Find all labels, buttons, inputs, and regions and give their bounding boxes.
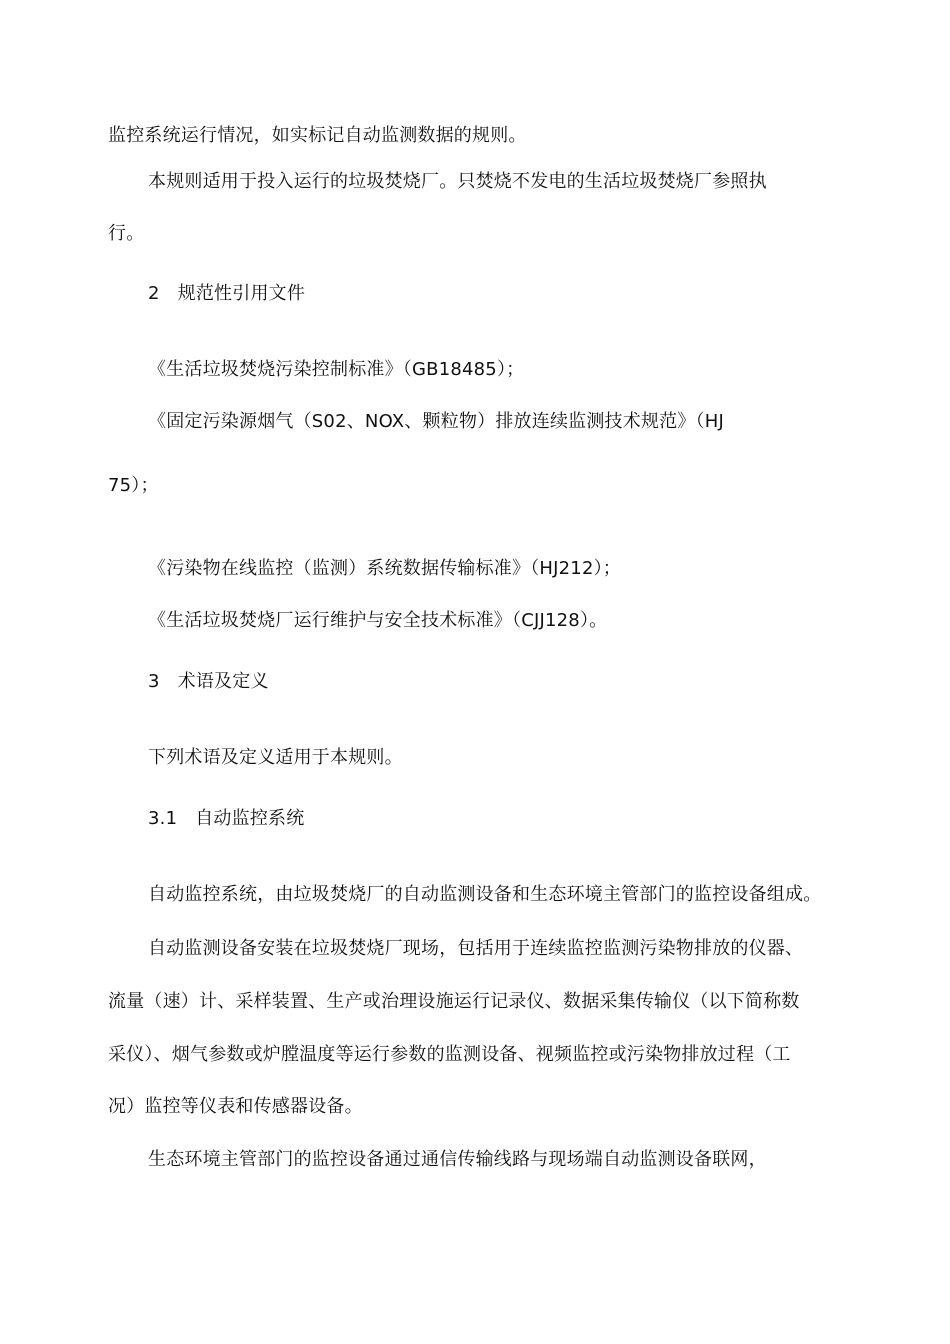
paragraph-line: 自动监控系统，由垃圾焚烧厂的自动监测设备和生态环境主管部门的监控设备组成。 (148, 884, 822, 905)
paragraph-line: 流量（速）计、采样装置、生产或治理设施运行记录仪、数据采集传输仪（以下简称数 (108, 991, 800, 1012)
section-number: 2 (148, 283, 160, 304)
section-heading-3 (148, 670, 269, 694)
reference-item-continuation: 75）； (108, 475, 159, 496)
section-title: 规范性引用文件 (177, 283, 306, 304)
paragraph-line: 生态环境主管部门的监控设备通过通信传输线路与现场端自动监测设备联网， (148, 1149, 767, 1170)
paragraph-line: 自动监测设备安装在垃圾焚烧厂现场，包括用于连续监控监测污染物排放的仪器、 (148, 938, 804, 959)
paragraph-line: 下列术语及定义适用于本规则。 (148, 747, 403, 768)
paragraph-line: 本规则适用于投入运行的垃圾焚烧厂。只焚烧不发电的生活垃圾焚烧厂参照执 (148, 171, 767, 192)
section-number: 3 (148, 671, 160, 692)
paragraph-line: 监控系统运行情况，如实标记自动监测数据的规则。 (108, 125, 527, 146)
reference-item: 《生活垃圾焚烧污染控制标准》（GB18485）； (148, 359, 525, 380)
section-number: 3.1 (148, 808, 178, 829)
paragraph-line: 况）监控等仪表和传感器设备。 (108, 1096, 363, 1117)
section-heading-2 (148, 282, 305, 306)
reference-item: 《固定污染源烟气（S02、NOX、颗粒物）排放连续监测技术规范》（HJ (148, 411, 724, 432)
section-title: 自动监控系统 (195, 808, 305, 829)
reference-item: 《生活垃圾焚烧厂运行维护与安全技术标准》（CJJ128）。 (148, 610, 608, 631)
section-title: 术语及定义 (177, 671, 269, 692)
paragraph-line: 采仪）、烟气参数或炉膛温度等运行参数的监测设备、视频监控或污染物排放过程（工 (108, 1044, 791, 1065)
reference-item: 《污染物在线监控（监测）系统数据传输标准》（HJ212）； (148, 558, 621, 579)
paragraph-line: 行。 (108, 223, 145, 244)
section-heading-3-1 (148, 807, 304, 831)
